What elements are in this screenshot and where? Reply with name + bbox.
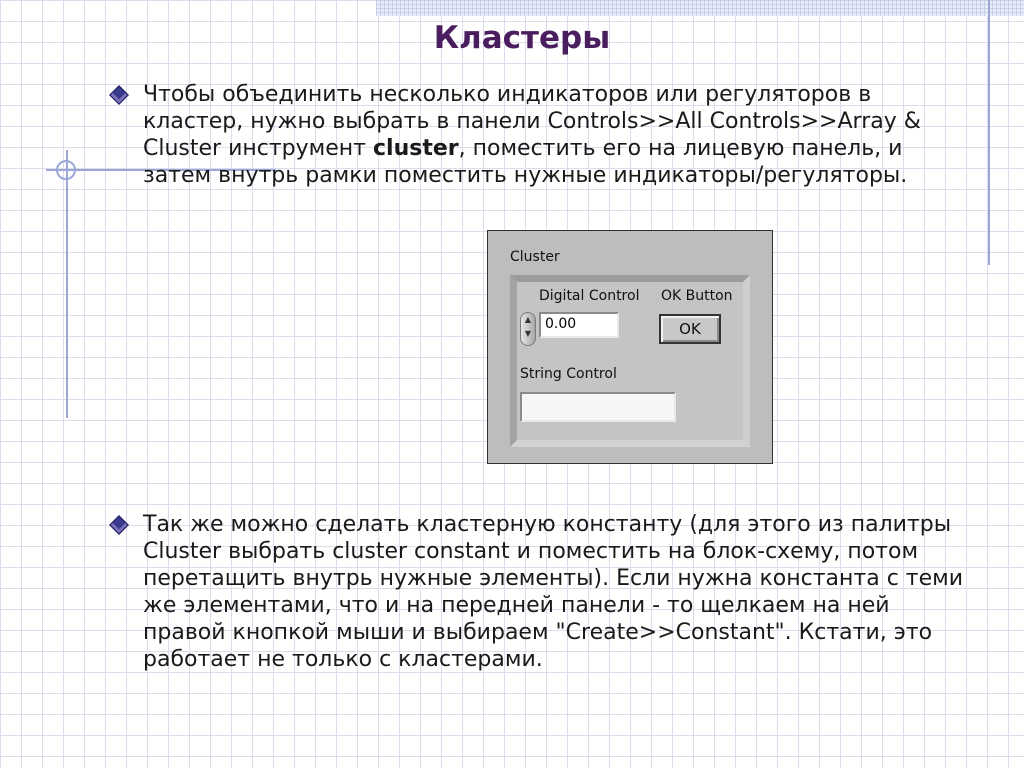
- top-decorative-band: [376, 0, 1024, 16]
- ok-button-label: OK Button: [661, 288, 733, 304]
- bullet-diamond-icon: [109, 515, 129, 535]
- string-control-field[interactable]: [520, 392, 676, 422]
- bullet-1-text-end: , поместить его на лицевую панель, и затем внутрь рамки поместить нужные индикаторы/регуляторы.: [143, 136, 908, 188]
- string-control-label: String Control: [520, 366, 617, 382]
- digital-control-label: Digital Control: [539, 288, 640, 304]
- increment-decrement-icon[interactable]: ▲ ▼: [520, 312, 536, 346]
- left-vertical-rule: [66, 150, 68, 418]
- ok-button[interactable]: OK: [659, 314, 721, 344]
- bullet-text-1: [143, 81, 973, 189]
- digital-control-field[interactable]: 0.00: [539, 312, 619, 338]
- cluster-screenshot: [487, 230, 773, 464]
- bullet-1-text-bold: cluster: [372, 136, 459, 161]
- slide-title: Кластеры: [433, 20, 611, 56]
- crosshair-circle-icon: [56, 160, 76, 180]
- bullet-text-2: Так же можно сделать кластерную константу (для этого из палитры Cluster выбрать cluster constant и поместить на блок-схему, потом перетащить внутрь нужные элементы). Если нужна константа с теми же элементами, что и на передней панели - то щелкаем на ней правой кнопкой мыши и выбираем "Create>>Constant". Кстати, это работает не только с кластерами.: [143, 512, 964, 672]
- bullet-diamond-icon: [109, 85, 129, 105]
- bullet-1-text-start: Чтобы объединить несколько индикаторов или регуляторов в кластер, нужно выбрать в панели Controls>>All Controls>>Array & Cluster инструмент: [143, 82, 921, 161]
- cluster-caption: Cluster: [510, 249, 560, 265]
- cluster-container: [510, 275, 750, 447]
